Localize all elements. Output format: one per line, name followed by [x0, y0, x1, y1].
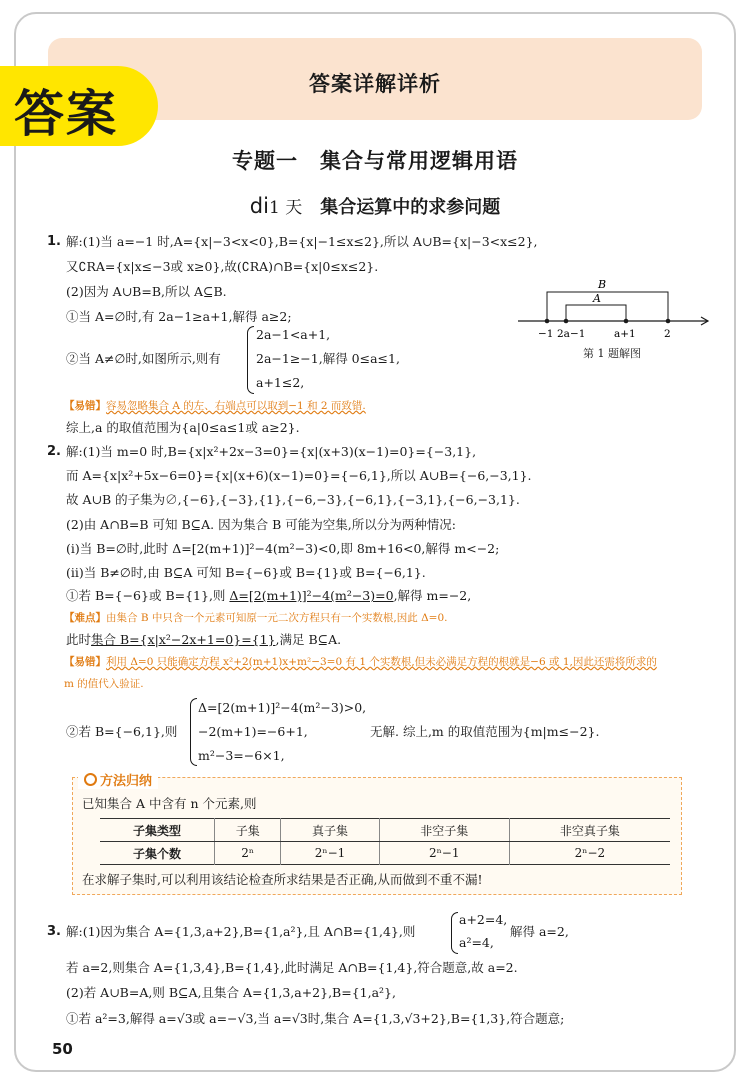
method-outro: 在求解子集时,可以利用该结论检查所求结果是否正确,从而做到不重不漏! — [82, 872, 483, 887]
answer-badge — [0, 66, 158, 146]
q1-line3: (2)因为 A∪B=B,所以 A⊆B. — [66, 284, 227, 299]
q1-line6: 综上,a 的取值范围为{a|0≤a≤1或 a≥2}. — [66, 420, 300, 435]
badge-text: 答案 — [14, 85, 118, 143]
q3-line2: 若 a=2,则集合 A={1,3,4},B={1,4},此时满足 A∩B={1,4},符合题意,故 a=2. — [66, 960, 518, 975]
q2-brace — [190, 698, 197, 766]
gear-icon — [84, 773, 97, 786]
subset-count-table — [100, 818, 670, 865]
q2-line7-b: ,解得 m=−2, — [393, 588, 472, 603]
q2-line7-a: ①若 B={−6}或 B={1},则 — [66, 588, 230, 603]
label-B: B — [598, 278, 607, 291]
table-row — [100, 842, 670, 865]
q2-line8-b: ,满足 B⊆A. — [275, 632, 342, 647]
table-cell: 非空子集 — [379, 819, 509, 842]
method-tag — [78, 770, 158, 789]
q1-line4: ①当 A=∅时,有 2a−1≥a+1,解得 a≥2; — [66, 309, 292, 324]
interval-A — [566, 305, 626, 321]
q1-note — [64, 399, 366, 413]
method-intro: 已知集合 A 中含有 n 个元素,则 — [82, 796, 257, 811]
label-A: A — [593, 292, 601, 305]
day-title — [0, 193, 750, 219]
q2-note2 — [64, 655, 657, 669]
table-cell: 子集 — [215, 819, 281, 842]
note-text: 利用 Δ=0 只能确定方程 x²+2(m+1)x+m²−3=0 有 1 个实数根,但未必满足方程的根就是−6 或 1,因此还需将所求的 — [106, 656, 657, 668]
q1-sys3: a+1≤2, — [256, 375, 305, 390]
q1-brace — [247, 326, 254, 394]
q3-line3: (2)若 A∪B=A,则 B⊆A,且集合 A={1,3,a+2},B={1,a²}, — [66, 985, 396, 1000]
note-tag: 【易错】 — [64, 656, 106, 668]
q2-note1 — [64, 611, 447, 625]
page-number: 50 — [52, 1040, 73, 1058]
q2-sys1: Δ=[2(m+1)]²−4(m²−3)>0, — [198, 700, 367, 715]
note-text: 由集合 B 中只含一个元素可知原一元二次方程只有一个实数根,因此 Δ=0. — [106, 612, 448, 624]
q2-line7-underlined: Δ=[2(m+1)]²−4(m²−3)=0 — [229, 588, 394, 603]
tick-label: 2 — [664, 328, 671, 340]
topic-title: 专题一 集合与常用逻辑用语 — [232, 148, 518, 173]
table-cell: 真子集 — [281, 819, 379, 842]
tick-label: 2a−1 — [557, 328, 586, 340]
q2-line8 — [66, 632, 341, 648]
table-cell: 子集类型 — [100, 819, 215, 842]
q2-line1: 解:(1)当 m=0 时,B={x|x²+2x−3=0}={x|(x+3)(x−1)=0}={−3,1}, — [66, 444, 477, 459]
q2-sys3: m²−3=−6×1, — [198, 748, 285, 763]
q3-line1-post: 解得 a=2, — [510, 924, 569, 939]
q3-number: 3. — [47, 924, 61, 939]
q1-sys2: 2a−1≥−1,解得 0≤a≤1, — [256, 351, 400, 366]
q3-sys1: a+2=4, — [459, 912, 508, 927]
q1-line2: 又∁RA={x|x≤−3或 x≥0},故(∁RA)∩B={x|0≤x≤2}. — [66, 259, 379, 274]
q2-line8-a: 此时 — [66, 632, 92, 647]
method-tag-label: 方法归纳 — [100, 774, 153, 789]
q2-conclusion: 无解. 综上,m 的取值范围为{m|m≤−2}. — [370, 724, 600, 739]
note-text: 容易忽略集合 A 的左、右端点可以取到−1 和 2 而致错. — [106, 400, 366, 412]
q1-number-line-figure — [518, 275, 713, 343]
q2-line7 — [66, 588, 471, 604]
table-header-row — [100, 819, 670, 842]
q3-brace — [451, 912, 458, 954]
q1-line1: 解:(1)当 a=−1 时,A={x|−3<x<0},B={x|−1≤x≤2},所以 A∪B={x|−3<x≤2}, — [66, 234, 538, 249]
interval-B — [547, 292, 668, 321]
day-topic: 集合运算中的求参问题 — [320, 197, 501, 218]
table-cell: 非空真子集 — [509, 819, 670, 842]
table-cell: 2ⁿ−2 — [509, 842, 670, 865]
table-cell: 2ⁿ−1 — [281, 842, 379, 865]
tick-label: −1 — [538, 328, 554, 340]
table-cell: 子集个数 — [132, 846, 181, 861]
figure-caption: 第 1 题解图 — [583, 347, 641, 360]
q1-line5: ②当 A≠∅时,如图所示,则有 — [66, 351, 221, 366]
day-number: 1 天 — [268, 198, 303, 218]
tick-label: a+1 — [614, 328, 636, 340]
q2-line5: (ⅰ)当 B=∅时,此时 Δ=[2(m+1)]²−4(m²−3)<0,即 8m+16<0,解得 m<−2; — [66, 541, 500, 556]
banner-title: 答案详解详析 — [309, 72, 441, 96]
q2-line3: 故 A∪B 的子集为∅,{−6},{−3},{1},{−6,−3},{−6,1},{−3,1},{−6,−3,1}. — [66, 492, 520, 507]
q1-number: 1. — [47, 234, 61, 249]
q3-line1: 解:(1)因为集合 A={1,3,a+2},B={1,a²},且 A∩B={1,4},则 — [66, 924, 416, 939]
q3-sys2: a²=4, — [459, 935, 494, 950]
table-cell: 2ⁿ−1 — [379, 842, 509, 865]
q2-line8-underlined: 集合 B={x|x²−2x+1=0}={1} — [91, 632, 276, 647]
q1-sys1: 2a−1<a+1, — [256, 327, 331, 342]
q2-line2: 而 A={x|x²+5x−6=0}={x|(x+6)(x−1)=0}={−6,1},所以 A∪B={−6,−3,1}. — [66, 468, 532, 483]
q2-line4: (2)由 A∩B=B 可知 B⊆A. 因为集合 B 可能为空集,所以分为两种情况: — [66, 517, 456, 532]
q2-sys2: −2(m+1)=−6+1, — [198, 724, 308, 739]
q2-note2-cont: m 的值代入验证. — [64, 678, 144, 690]
q2-line6: (ⅱ)当 B≠∅时,由 B⊆A 可知 B={−6}或 B={1}或 B={−6,1}. — [66, 565, 426, 580]
note-tag: 【难点】 — [64, 612, 106, 624]
table-cell: 2ⁿ — [215, 842, 281, 865]
day-prefix: di — [249, 194, 269, 218]
q2-line9: ②若 B={−6,1},则 — [66, 724, 178, 739]
note-tag: 【易错】 — [64, 400, 106, 412]
q2-number: 2. — [47, 444, 61, 459]
q3-line4: ①若 a²=3,解得 a=√3或 a=−√3,当 a=√3时,集合 A={1,3,√3+2},B={1,3},符合题意; — [66, 1011, 565, 1026]
